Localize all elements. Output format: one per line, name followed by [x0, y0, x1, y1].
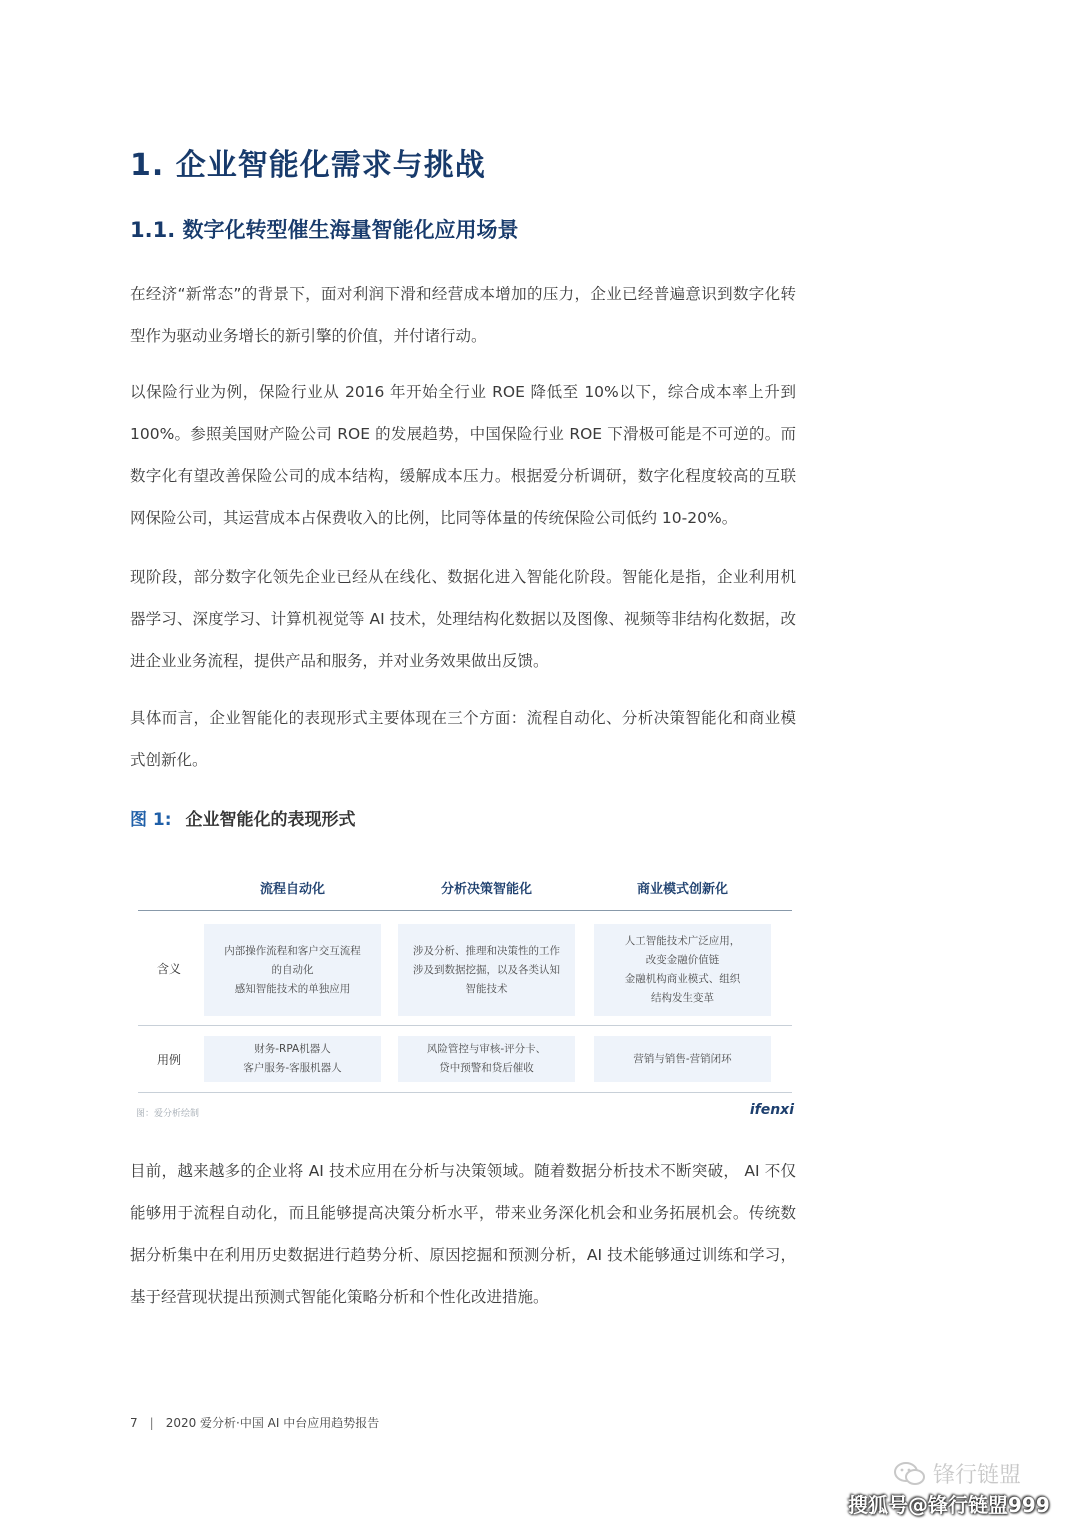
table-cell: 财务-RPA机器人 客户服务-客服机器人	[204, 1036, 381, 1082]
subsection-title: 1.1. 数字化转型催生海量智能化应用场景	[130, 218, 519, 242]
column-header-decision-intelligence: 分析决策智能化	[440, 882, 532, 897]
table-cell: 人工智能技术广泛应用， 改变金融价值链 金融机构商业模式、组织 结构发生变革	[594, 924, 771, 1016]
paragraph-1: 在经济“新常态”的背景下，面对利润下滑和经营成本增加的压力，企业已经普遍意识到数字化转型作为驱动业务增长的新引擎的价值，并付诸行动。	[130, 285, 796, 345]
watermark-account	[893, 1458, 1021, 1489]
figure-source: 图：爱分析绘制	[136, 1109, 200, 1119]
section-title: 1. 企业智能化需求与挑战	[130, 148, 486, 183]
column-header-business-innovation: 商业模式创新化	[636, 882, 728, 897]
page-footer	[130, 1414, 379, 1431]
figure-table	[130, 862, 796, 1124]
table-cell: 涉及分析、推理和决策性的工作 涉及到数据挖掘，以及各类认知 智能技术	[398, 924, 575, 1016]
row-label-meaning: 含义	[156, 962, 181, 976]
footer-separator: |	[149, 1416, 154, 1430]
wechat-icon	[893, 1461, 927, 1487]
table-cell: 风险管控与审核-评分卡、 贷中预警和贷后催收	[398, 1036, 575, 1082]
watermark-sohu: 搜狐号@锋行链盟999	[848, 1493, 1050, 1517]
table-row-divider	[138, 1025, 792, 1026]
table-cell: 营销与销售-营销闭环	[594, 1036, 771, 1082]
ifenxi-logo: ifenxi	[749, 1102, 794, 1118]
table-cell: 内部操作流程和客户交互流程 的自动化 感知智能技术的单独应用	[204, 924, 381, 1016]
page-number: 7	[130, 1416, 138, 1430]
paragraph-5: 目前，越来越多的企业将 AI 技术应用在分析与决策领域。随着数据分析技术不断突破， AI 不仅能够用于流程自动化，而且能够提高决策分析水平，带来业务深化机会和业务拓展机会。传统数据分析集中在利用历史数据进行趋势分析、原因挖掘和预测分析，AI 技术能够通过训练和学习，基于经营现状提出预测式智能化策略分析和个性化改进措施。	[130, 1162, 796, 1306]
paragraph-4: 具体而言，企业智能化的表现形式主要体现在三个方面：流程自动化、分析决策智能化和商业模式创新化。	[130, 709, 796, 769]
table-header-divider	[138, 910, 792, 911]
paragraph-3: 现阶段，部分数字化领先企业已经从在线化、数据化进入智能化阶段。智能化是指，企业利用机器学习、深度学习、计算机视觉等 AI 技术，处理结构化数据以及图像、视频等非结构化数据，改进企业业务流程，提供产品和服务，并对业务效果做出反馈。	[130, 568, 796, 670]
column-header-process-automation: 流程自动化	[259, 882, 325, 897]
figure-title: 企业智能化的表现形式	[185, 810, 356, 830]
figure-caption	[130, 805, 356, 830]
watermark-line1: 锋行链盟	[933, 1463, 1022, 1488]
figure-number: 图 1:	[130, 810, 172, 830]
report-title: 2020 爱分析·中国 AI 中台应用趋势报告	[165, 1416, 380, 1430]
paragraph-2: 以保险行业为例，保险行业从 2016 年开始全行业 ROE 降低至 10%以下，综合成本率上升到 100%。参照美国财产险公司 ROE 的发展趋势，中国保险行业 ROE 下滑极可能是不可逆的。而数字化有望改善保险公司的成本结构，缓解成本压力。根据爱分析调研，数字化程度较高的互联网保险公司，其运营成本占保费收入的比例，比同等体量的传统保险公司低约 10-20%。	[130, 383, 796, 527]
row-label-use-case: 用例	[156, 1053, 181, 1067]
table-bottom-divider	[138, 1092, 792, 1093]
